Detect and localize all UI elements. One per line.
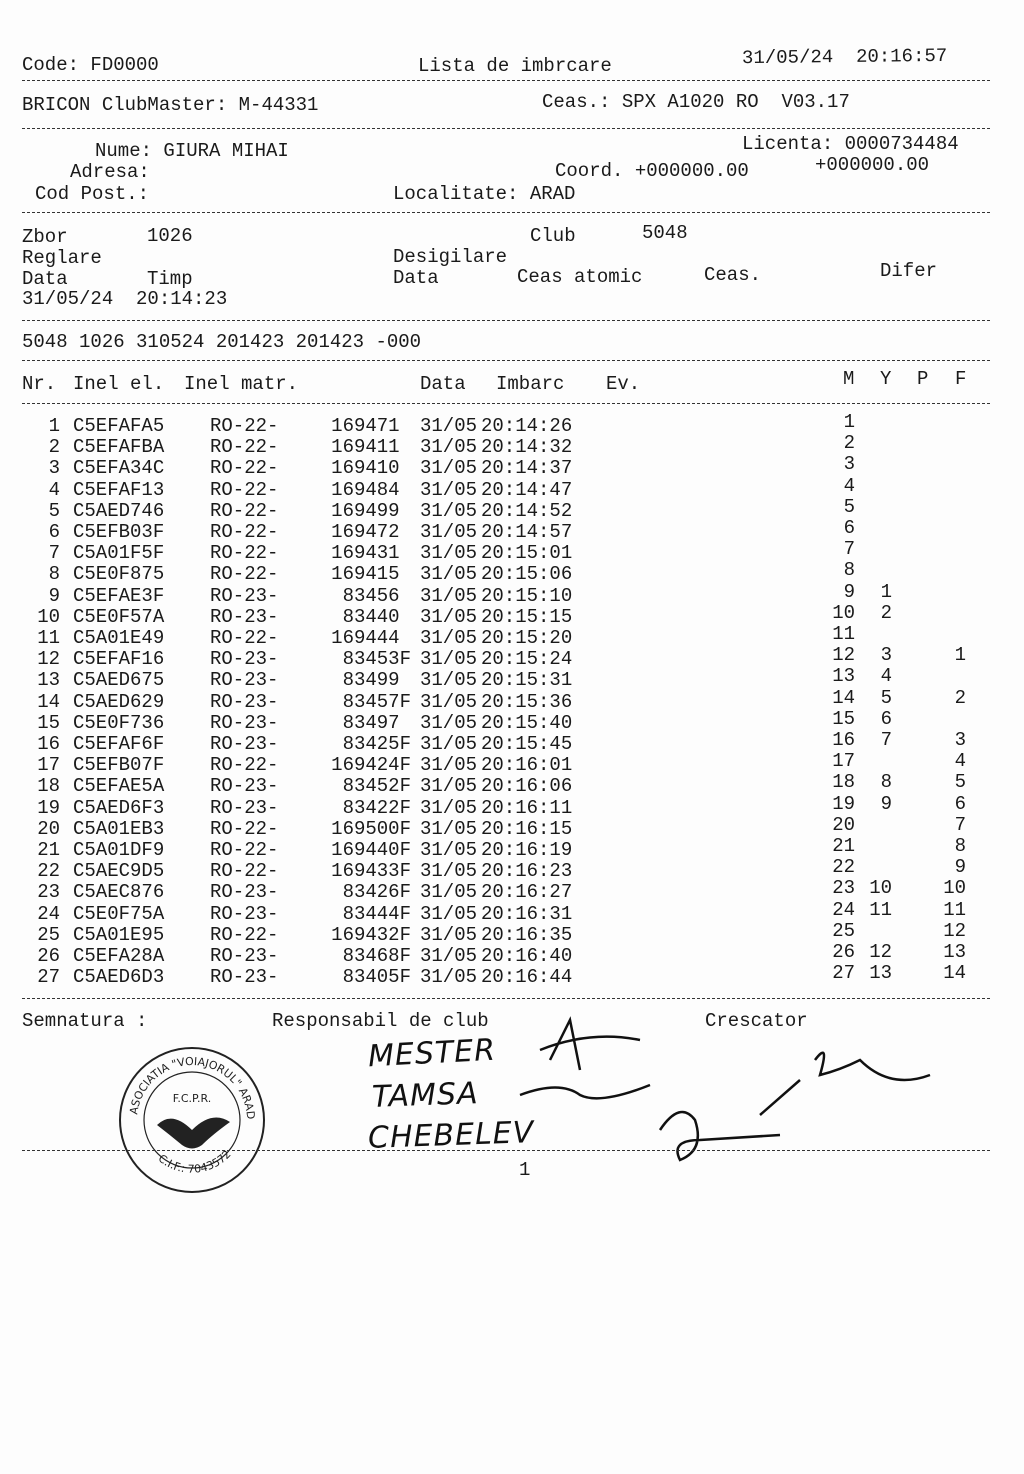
ring-number: 169484 (331, 478, 411, 501)
ring-number: 169424F (331, 754, 411, 777)
ring-prefix: RO-23- (210, 881, 279, 904)
electronic-ring: C5AED675 (73, 669, 165, 692)
ring-number: 169440F (331, 839, 411, 861)
electronic-ring: C5EFAFBA (73, 436, 165, 459)
boarding-time: 20:14:47 (481, 478, 573, 501)
ring-number: 169472 (331, 521, 411, 543)
boarding-time: 20:16:15 (481, 817, 573, 840)
date: 31/05 (420, 775, 478, 798)
document-title: Lista de imbrcare (418, 55, 612, 77)
y-value: 9 (880, 792, 892, 815)
date: 31/05 (420, 881, 478, 904)
address-label: Adresa: (70, 161, 150, 183)
f-value: 4 (954, 750, 966, 773)
divider (22, 212, 990, 213)
ring-number: 169432F (331, 923, 411, 946)
row-number: 12 (37, 648, 60, 671)
boarding-time: 20:14:32 (481, 436, 573, 459)
m-value: 12 (832, 644, 855, 667)
f-value: 14 (943, 962, 966, 985)
date: 31/05 (420, 584, 478, 607)
f-value: 3 (954, 729, 966, 751)
date: 31/05 (420, 648, 478, 671)
ring-number: 83422F (342, 796, 411, 819)
divider (22, 403, 990, 404)
m-value: 8 (843, 559, 855, 582)
postal-code-label: Cod Post.: (35, 183, 150, 205)
electronic-ring: C5A01EB3 (73, 817, 165, 840)
electronic-ring: C5EFA28A (73, 945, 165, 967)
ring-number: 169410 (331, 457, 411, 480)
m-value: 9 (843, 580, 855, 603)
electronic-ring: C5EFB03F (73, 521, 165, 543)
reglare-value: 31/05/24 20:14:23 (22, 288, 228, 310)
row-number: 14 (37, 690, 60, 713)
svg-text:ASOCIATIA "VOIAJORUL" ARAD: ASOCIATIA "VOIAJORUL" ARAD (127, 1054, 258, 1120)
electronic-ring: C5EFAF6F (73, 733, 165, 755)
column-header: M (843, 368, 855, 390)
ring-prefix: RO-23- (210, 584, 279, 607)
ring-number: 83497 (342, 711, 411, 734)
boarding-time: 20:15:20 (481, 627, 573, 649)
coord-lat: Coord. +000000.00 (555, 160, 749, 182)
y-value: 6 (880, 707, 892, 730)
row-number: 3 (48, 457, 60, 480)
row-number: 15 (37, 711, 60, 734)
ring-prefix: RO-22- (210, 415, 279, 437)
table-row (0, 601, 1024, 628)
table-row (0, 729, 1024, 755)
date: 31/05 (420, 754, 478, 777)
boarding-time: 20:14:57 (481, 521, 573, 543)
electronic-ring: C5A01E95 (73, 923, 165, 946)
electronic-ring: C5AED629 (73, 690, 165, 713)
m-value: 10 (832, 601, 855, 624)
divider (22, 128, 990, 129)
y-value: 2 (880, 601, 892, 624)
m-value: 16 (832, 729, 855, 751)
row-number: 6 (48, 521, 60, 543)
electronic-ring: C5E0F736 (73, 711, 165, 734)
f-value: 8 (954, 835, 966, 857)
ring-prefix: RO-23- (210, 902, 279, 925)
owner-name: Nume: GIURA MIHAI (95, 140, 289, 162)
table-row (0, 813, 1024, 840)
m-value: 17 (832, 750, 855, 773)
boarding-time: 20:14:37 (481, 457, 573, 480)
ring-number: 83405F (342, 966, 411, 989)
ring-prefix: RO-23- (210, 796, 279, 819)
date: 31/05 (420, 499, 478, 522)
ring-number: 169415 (331, 563, 411, 586)
clock-label: Ceas. (704, 264, 762, 286)
row-number: 24 (37, 902, 60, 925)
clock-info: Ceas.: SPX A1020 RO V03.17 (542, 91, 850, 113)
y-value: 8 (880, 771, 892, 794)
svg-text:F.C.P.R.: F.C.P.R. (172, 1092, 212, 1105)
date: 31/05 (420, 711, 478, 734)
boarding-time: 20:16:19 (481, 839, 573, 861)
f-value: 6 (954, 792, 966, 815)
ring-number: 169431 (331, 542, 411, 565)
ring-prefix: RO-23- (210, 690, 279, 713)
m-value: 11 (832, 623, 855, 645)
breeder-label: Crescator (705, 1010, 808, 1032)
boarding-time: 20:15:36 (481, 690, 573, 713)
table-row (0, 495, 1024, 522)
table-row (0, 432, 1024, 459)
date: 31/05 (420, 945, 478, 967)
m-value: 24 (832, 898, 855, 921)
row-number: 10 (37, 605, 60, 628)
f-value: 11 (943, 898, 966, 921)
ring-prefix: RO-22- (210, 754, 279, 777)
date: 31/05 (420, 690, 478, 713)
ring-prefix: RO-22- (210, 436, 279, 459)
divider (22, 320, 990, 321)
boarding-time: 20:14:52 (481, 499, 573, 522)
club-responsible-label: Responsabil de club (272, 1010, 489, 1032)
electronic-ring: C5AEC9D5 (73, 860, 165, 883)
divider (22, 360, 990, 361)
ring-number: 169499 (331, 499, 411, 522)
boarding-time: 20:15:15 (481, 605, 573, 628)
y-value: 1 (880, 580, 892, 603)
y-value: 4 (880, 665, 892, 688)
electronic-ring: C5E0F57A (73, 605, 165, 628)
code-line: 5048 1026 310524 201423 201423 -000 (22, 331, 422, 353)
m-value: 13 (832, 665, 855, 688)
table-row (0, 517, 1024, 543)
m-value: 3 (843, 453, 855, 476)
m-value: 21 (832, 835, 855, 857)
ring-prefix: RO-23- (210, 605, 279, 628)
m-value: 22 (832, 856, 855, 879)
row-number: 8 (48, 563, 60, 586)
boarding-time: 20:14:26 (481, 415, 573, 437)
date: 31/05 (420, 627, 478, 649)
boarding-time: 20:16:44 (481, 966, 573, 989)
date: 31/05 (420, 733, 478, 755)
m-value: 25 (832, 919, 855, 942)
boarding-time: 20:15:45 (481, 733, 573, 755)
m-value: 19 (832, 792, 855, 815)
m-value: 20 (832, 813, 855, 836)
electronic-ring: C5A01DF9 (73, 839, 165, 861)
m-value: 7 (843, 538, 855, 561)
print-datetime: 31/05/24 20:16:57 (741, 44, 948, 70)
date: 31/05 (420, 839, 478, 861)
f-value: 13 (943, 941, 966, 963)
date: 31/05 (420, 669, 478, 692)
m-value: 27 (832, 962, 855, 985)
row-number: 22 (37, 860, 60, 883)
table-row (0, 474, 1024, 501)
electronic-ring: C5EFAF16 (73, 648, 165, 671)
m-value: 4 (843, 474, 855, 497)
row-number: 17 (37, 754, 60, 777)
m-value: 14 (832, 686, 855, 709)
ring-number: 169433F (331, 860, 411, 883)
date: 31/05 (420, 542, 478, 565)
ring-number: 83444F (342, 902, 411, 925)
ring-prefix: RO-22- (210, 457, 279, 480)
f-value: 10 (943, 877, 966, 900)
row-number: 20 (37, 817, 60, 840)
ring-prefix: RO-23- (210, 711, 279, 734)
date: 31/05 (420, 966, 478, 989)
date: 31/05 (420, 860, 478, 883)
m-value: 5 (843, 495, 855, 518)
boarding-time: 20:16:06 (481, 775, 573, 798)
m-value: 15 (832, 707, 855, 730)
ring-number: 83456 (342, 584, 411, 607)
club-value: 5048 (642, 222, 688, 244)
ring-number: 83499 (342, 669, 411, 692)
electronic-ring: C5AEC876 (73, 881, 165, 904)
ring-prefix: RO-22- (210, 839, 279, 861)
row-number: 27 (37, 966, 60, 989)
club-stamp (112, 1040, 272, 1200)
ring-prefix: RO-22- (210, 521, 279, 543)
ring-prefix: RO-22- (210, 817, 279, 840)
row-number: 19 (37, 796, 60, 819)
electronic-ring: C5EFA34C (73, 457, 165, 480)
licence: Licenta: 0000734484 (742, 133, 959, 155)
ring-prefix: RO-23- (210, 945, 279, 967)
date: 31/05 (420, 605, 478, 628)
divider (22, 1150, 990, 1151)
date: 31/05 (420, 902, 478, 925)
ring-prefix: RO-23- (210, 669, 279, 692)
club-label: Club (530, 225, 576, 247)
m-value: 23 (832, 877, 855, 900)
row-number: 2 (48, 436, 60, 459)
electronic-ring: C5E0F75A (73, 902, 165, 925)
f-value: 1 (954, 644, 966, 667)
m-value: 1 (843, 411, 855, 433)
f-value: 7 (954, 813, 966, 836)
column-header: Y (880, 368, 892, 390)
y-value: 13 (869, 962, 892, 985)
ring-number: 83440 (342, 605, 411, 628)
ring-prefix: RO-22- (210, 563, 279, 586)
y-value: 10 (869, 877, 892, 900)
ring-number: 83453F (342, 648, 411, 671)
electronic-ring: C5AED6D3 (73, 966, 165, 989)
divider (22, 998, 990, 999)
electronic-ring: C5A01F5F (73, 542, 165, 565)
table-row (0, 792, 1024, 819)
ring-prefix: RO-23- (210, 733, 279, 755)
boarding-time: 20:15:06 (481, 563, 573, 586)
ring-prefix: RO-23- (210, 648, 279, 671)
electronic-ring: C5AED6F3 (73, 796, 165, 819)
atomic-clock-label: Ceas atomic (517, 266, 643, 288)
row-number: 23 (37, 881, 60, 904)
row-number: 11 (37, 627, 60, 649)
ring-prefix: RO-22- (210, 627, 279, 649)
electronic-ring: C5EFB07F (73, 754, 165, 777)
boarding-time: 20:16:31 (481, 902, 573, 925)
electronic-ring: C5EFAE3F (73, 584, 165, 607)
ring-prefix: RO-23- (210, 775, 279, 798)
boarding-time: 20:15:40 (481, 711, 573, 734)
column-header: Nr. (22, 373, 57, 395)
reglare-label: Reglare (22, 247, 102, 269)
handwritten-name: MESTER (367, 1032, 497, 1075)
row-number: 13 (37, 669, 60, 692)
boarding-time: 20:15:01 (481, 542, 573, 565)
column-header: F (955, 368, 967, 390)
y-value: 7 (880, 729, 892, 751)
column-header: P (917, 368, 929, 390)
y-value: 12 (869, 941, 892, 963)
page-number: 1 (519, 1159, 531, 1181)
electronic-ring: C5E0F875 (73, 563, 165, 586)
desigilare-label: Desigilare (393, 246, 508, 268)
m-value: 6 (843, 517, 855, 539)
table-row (0, 962, 1024, 989)
ring-prefix: RO-22- (210, 499, 279, 522)
ring-number: 83468F (342, 945, 411, 967)
ring-number: 169500F (331, 817, 411, 840)
electronic-ring: C5EFAFA5 (73, 415, 165, 437)
clubmaster: BRICON ClubMaster: M-44331 (22, 94, 319, 116)
boarding-time: 20:16:01 (481, 754, 573, 777)
f-value: 2 (954, 686, 966, 709)
boarding-time: 20:16:11 (481, 796, 573, 819)
flight-value: 1026 (147, 225, 193, 247)
time-label: Timp (147, 268, 193, 290)
row-number: 18 (37, 775, 60, 798)
ring-number: 169411 (331, 436, 411, 459)
difference-label: Difer (880, 260, 938, 282)
ring-prefix: RO-23- (210, 966, 279, 989)
date: 31/05 (420, 796, 478, 819)
boarding-time: 20:15:24 (481, 648, 573, 671)
electronic-ring: C5EFAE5A (73, 775, 165, 798)
ring-number: 169444 (331, 627, 411, 649)
date: 31/05 (420, 415, 478, 437)
y-value: 11 (869, 898, 892, 921)
table-row (0, 835, 1024, 861)
date-label: Data (22, 268, 68, 290)
locality: Localitate: ARAD (393, 183, 576, 205)
date: 31/05 (420, 923, 478, 946)
date2-label: Data (393, 267, 439, 289)
date: 31/05 (420, 521, 478, 543)
code: Code: FD0000 (22, 54, 159, 76)
boarding-time: 20:16:23 (481, 860, 573, 883)
electronic-ring: C5EFAF13 (73, 478, 165, 501)
date: 31/05 (420, 478, 478, 501)
table-row (0, 453, 1024, 480)
row-number: 4 (48, 478, 60, 501)
row-number: 5 (48, 499, 60, 522)
ring-number: 83425F (342, 733, 411, 755)
ring-prefix: RO-22- (210, 542, 279, 565)
handwritten-name: CHEBELEV (367, 1115, 535, 1156)
column-header: Inel matr. (184, 373, 299, 395)
row-number: 21 (37, 839, 60, 861)
m-value: 26 (832, 941, 855, 963)
column-header: Imbarc (496, 373, 565, 395)
boarding-time: 20:16:35 (481, 923, 573, 946)
date: 31/05 (420, 457, 478, 480)
divider (22, 80, 990, 81)
table-row (0, 898, 1024, 925)
boarding-time: 20:16:27 (481, 881, 573, 904)
svg-text:C.I.F.: 7043572: C.I.F.: 7043572 (155, 1147, 234, 1176)
table-row (0, 538, 1024, 565)
row-number: 9 (48, 584, 60, 607)
f-value: 9 (954, 856, 966, 879)
ring-prefix: RO-22- (210, 923, 279, 946)
row-number: 25 (37, 923, 60, 946)
electronic-ring: C5A01E49 (73, 627, 165, 649)
y-value: 5 (880, 686, 892, 709)
row-number: 7 (48, 542, 60, 565)
boarding-time: 20:15:10 (481, 584, 573, 607)
m-value: 2 (843, 432, 855, 455)
coord-lon: +000000.00 (815, 154, 930, 176)
column-header: Data (420, 373, 466, 395)
table-row (0, 411, 1024, 437)
date: 31/05 (420, 436, 478, 459)
ring-number: 83452F (342, 775, 411, 798)
row-number: 26 (37, 945, 60, 967)
date: 31/05 (420, 563, 478, 586)
row-number: 1 (48, 415, 60, 437)
ring-prefix: RO-22- (210, 860, 279, 883)
m-value: 18 (832, 771, 855, 794)
ring-prefix: RO-22- (210, 478, 279, 501)
signature-label: Semnatura : (22, 1010, 148, 1032)
handwritten-name: TAMSA (371, 1076, 480, 1115)
y-value: 3 (880, 644, 892, 667)
flight-label: Zbor (22, 226, 68, 248)
f-value: 5 (954, 771, 966, 794)
ring-number: 169471 (331, 415, 411, 437)
signatures (500, 1000, 980, 1190)
ring-number: 83457F (342, 690, 411, 713)
boarding-time: 20:16:40 (481, 945, 573, 967)
boarding-time: 20:15:31 (481, 669, 573, 692)
column-header: Ev. (606, 373, 641, 395)
f-value: 12 (943, 919, 966, 942)
row-number: 16 (37, 733, 60, 755)
electronic-ring: C5AED746 (73, 499, 165, 522)
date: 31/05 (420, 817, 478, 840)
ring-number: 83426F (342, 881, 411, 904)
column-header: Inel el. (73, 373, 165, 395)
